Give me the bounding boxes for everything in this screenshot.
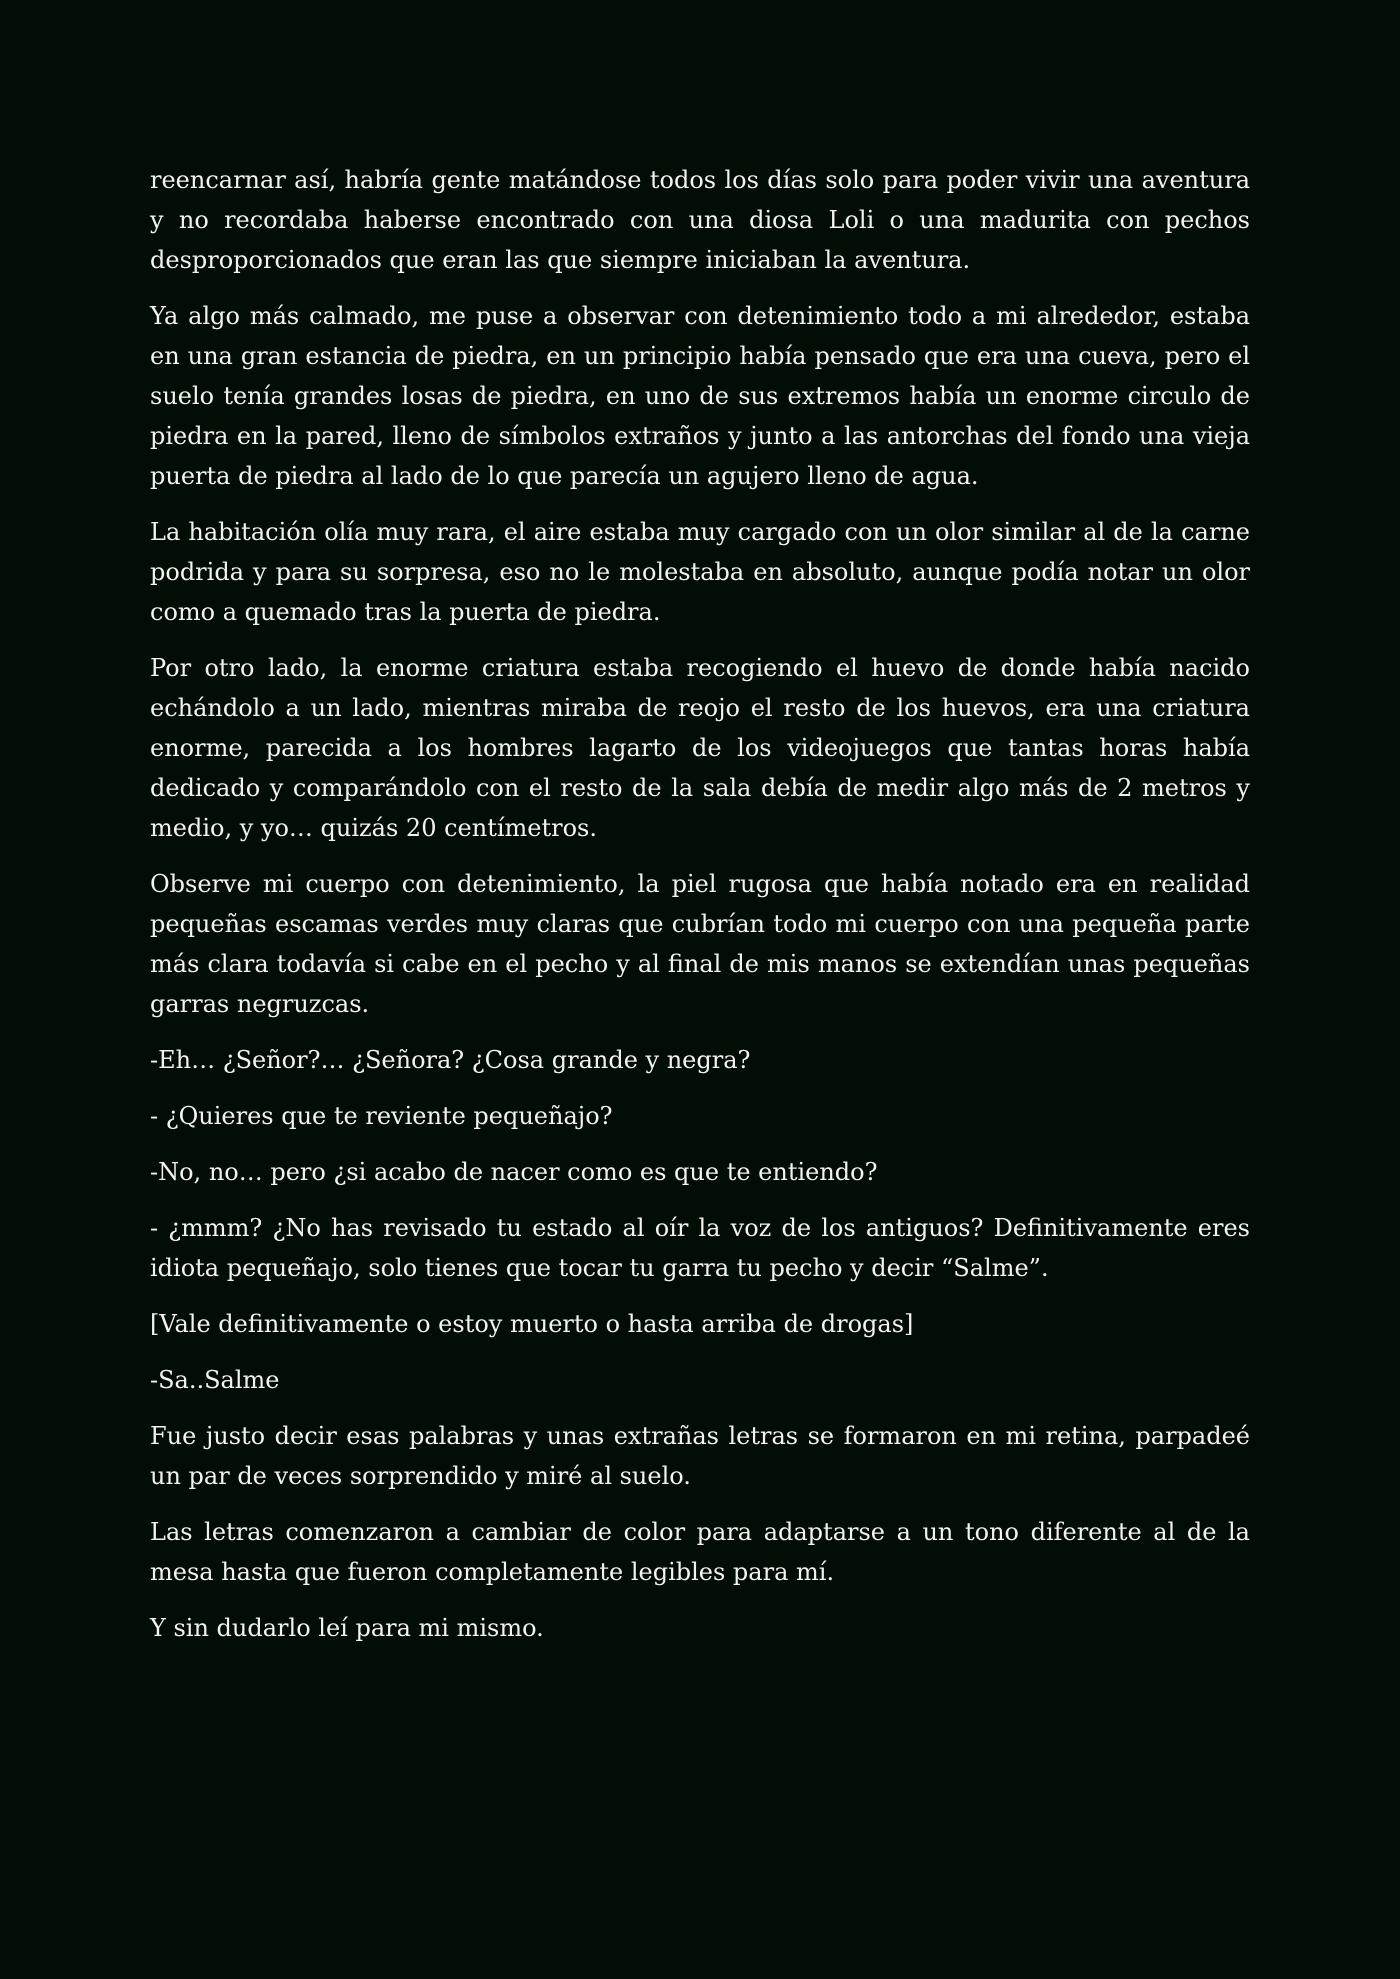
paragraph: La habitación olía muy rara, el aire estaba muy cargado con un olor similar al de la carne podrida y para su sorpresa, eso no le molestaba en absoluto, aunque podía notar un olor como a quemado tras la puerta de piedra. [150, 518, 1250, 626]
dialogue-line: - ¿Quieres que te reviente pequeñajo? [150, 1102, 613, 1130]
thought-line: [Vale definitivamente o estoy muerto o hasta arriba de drogas] [150, 1310, 914, 1338]
dialogue-line: -Sa..Salme [150, 1366, 280, 1394]
dialogue-line: - ¿mmm? ¿No has revisado tu estado al oír la voz de los antiguos? Definitivamente eres idiota pequeñajo, solo tienes que tocar tu garra tu pecho y decir “Salme”. [150, 1214, 1250, 1282]
dialogue-line: -Eh… ¿Señor?… ¿Señora? ¿Cosa grande y negra? [150, 1046, 751, 1074]
paragraph: Fue justo decir esas palabras y unas extrañas letras se formaron en mi retina, parpadeé un par de veces sorprendido y miré al suelo. [150, 1422, 1250, 1490]
document-page [150, 160, 1250, 1664]
paragraph: Las letras comenzaron a cambiar de color para adaptarse a un tono diferente al de la mesa hasta que fueron completamente legibles para mí. [150, 1518, 1250, 1586]
paragraph: Observe mi cuerpo con detenimiento, la piel rugosa que había notado era en realidad pequeñas escamas verdes muy claras que cubrían todo mi cuerpo con una pequeña parte más clara todavía si cabe en el pecho y al final de mis manos se extendían unas pequeñas garras negruzcas. [150, 870, 1250, 1018]
paragraph: Por otro lado, la enorme criatura estaba recogiendo el huevo de donde había nacido echándolo a un lado, mientras miraba de reojo el resto de los huevos, era una criatura enorme, parecida a los hombres lagarto de los videojuegos que tantas horas había dedicado y comparándolo con el resto de la sala debía de medir algo más de 2 metros y medio, y yo… quizás 20 centímetros. [150, 654, 1250, 842]
paragraph: reencarnar así, habría gente matándose todos los días solo para poder vivir una aventura y no recordaba haberse encontrado con una diosa Loli o una madurita con pechos desproporcionados que eran las que siempre iniciaban la aventura. [150, 166, 1250, 274]
paragraph: Ya algo más calmado, me puse a observar con detenimiento todo a mi alrededor, estaba en una gran estancia de piedra, en un principio había pensado que era una cueva, pero el suelo tenía grandes losas de piedra, en uno de sus extremos había un enorme circulo de piedra en la pared, lleno de símbolos extraños y junto a las antorchas del fondo una vieja puerta de piedra al lado de lo que parecía un agujero lleno de agua. [150, 302, 1250, 490]
paragraph: Y sin dudarlo leí para mi mismo. [150, 1614, 544, 1642]
dialogue-line: -No, no… pero ¿si acabo de nacer como es que te entiendo? [150, 1158, 878, 1186]
